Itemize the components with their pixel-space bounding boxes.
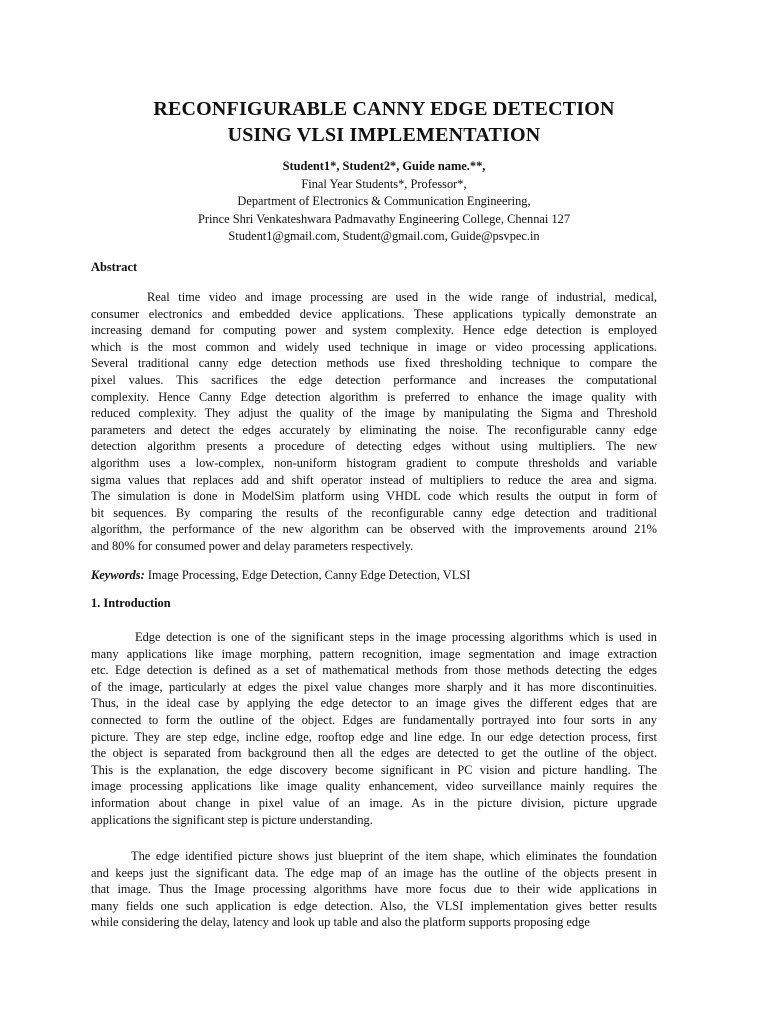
text-line: parameters and detect the edges accurately by eliminating the noise. The reconfigurable canny edge <box>91 422 657 437</box>
text-line: algorithm, the performance of the new algorithm can be observed with the improvements around 21% <box>91 522 657 537</box>
author-roles: Final Year Students*, Professor*, <box>301 176 467 191</box>
text-line: algorithm uses a low-complex, non-uniform histogram gradient to compute thresholds and variable <box>91 455 657 470</box>
text-line: Real time video and image processing are used in the wide range of industrial, medical, <box>147 290 657 304</box>
text-line: pixel values. This sacrifices the edge detection performance and increases the computational <box>91 372 657 387</box>
abstract-paragraph <box>91 289 657 555</box>
text-line: connected to form the outline of the object. Edges are fundamentally portrayed into four sorts in any <box>91 712 657 727</box>
text-line: The simulation is done in ModelSim platform using VHDL code which results the output in form of <box>91 489 657 504</box>
text-line: bit sequences. By comparing the results of the reconfigurable canny edge detection and traditional <box>91 505 657 520</box>
text-line: This is the explanation, the edge discovery become significant in PC vision and picture handling. The <box>91 762 657 777</box>
text-line: Thus, in the ideal case by applying the edge detector to an image gives the different edges that are <box>91 696 657 711</box>
text-line: many fields one such application is edge detection. Also, the VLSI implementation gives better results <box>91 898 657 913</box>
text-line: Several traditional canny edge detection methods use fixed thresholding technique to compare the <box>91 356 657 371</box>
author-emails: Student1@gmail.com, Student@gmail.com, Guide@psvpec.in <box>228 229 540 244</box>
keywords-label: Keywords: <box>91 568 145 582</box>
text-line: of the image, particularly at edges the pixel value changes more sharply and it has more discontinuities. <box>91 679 657 694</box>
keywords-line <box>91 568 470 583</box>
text-line: while considering the delay, latency and look up table and also the platform supports proposing edge <box>91 915 590 930</box>
text-line: consumer electronics and embedded device applications. These applications typically demonstrate an <box>91 306 657 321</box>
title-line-2: USING VLSI IMPLEMENTATION <box>227 124 541 146</box>
text-line: and 80% for consumed power and delay parameters respectively. <box>91 538 414 553</box>
text-line: increasing demand for computing power and system complexity. Hence edge detection is employed <box>91 323 657 338</box>
text-line: reduced complexity. They adjust the quality of the image by manipulating the Sigma and Threshold <box>91 406 657 421</box>
text-line: which is the most common and widely used technique in image or video processing applications. <box>91 339 657 354</box>
text-line: picture. They are step edge, incline edge, rooftop edge and line edge. In our edge detection process, first <box>91 729 657 744</box>
introduction-paragraph-2 <box>91 848 657 931</box>
text-line: many applications like image morphing, pattern recognition, image segmentation and image extraction <box>91 646 657 661</box>
text-line: complexity. Hence Canny Edge detection algorithm is preferred to enhance the image quality with <box>91 389 657 404</box>
text-line: image processing applications like image quality enhancement, video surveillance mainly requires the <box>91 779 657 794</box>
text-line: the object is separated from background then all the edges are detected to get the outline of the object. <box>91 746 657 761</box>
introduction-paragraph-1 <box>91 629 657 828</box>
author-names: Student1*, Student2*, Guide name.**, <box>282 159 486 173</box>
text-line: and keeps just the significant data. The edge map of an image has the outline of the objects present in <box>91 865 657 880</box>
text-line: sigma values that replaces add and shift operator instead of multipliers to reduce the area and sigma. <box>91 472 657 487</box>
text-line: detection algorithm presents a procedure of detecting edges without using multipliers. The new <box>91 439 657 454</box>
title-line-1: RECONFIGURABLE CANNY EDGE DETECTION <box>153 98 615 120</box>
text-line: Edge detection is one of the significant steps in the image processing algorithms which is used in <box>135 630 657 644</box>
text-line: that image. Thus the Image processing algorithms have more focus due to their wide applications in <box>91 882 657 897</box>
author-college: Prince Shri Venkateshwara Padmavathy Engineering College, Chennai 127 <box>197 211 571 226</box>
keywords-text: Image Processing, Edge Detection, Canny Edge Detection, VLSI <box>147 568 471 582</box>
abstract-heading: Abstract <box>91 260 138 274</box>
text-line: etc. Edge detection is defined as a set of mathematical methods from those methods detecting the edges <box>91 663 657 678</box>
introduction-heading: 1. Introduction <box>91 596 171 610</box>
paper-title <box>0 96 768 148</box>
text-line: The edge identified picture shows just blueprint of the item shape, which eliminates the foundation <box>131 849 657 863</box>
text-line: information about change in pixel value of an image. As in the picture division, picture upgrade <box>91 795 657 810</box>
author-block <box>0 158 768 246</box>
text-line: applications the significant step is picture understanding. <box>91 812 373 827</box>
author-department: Department of Electronics & Communication Engineering, <box>237 194 531 209</box>
